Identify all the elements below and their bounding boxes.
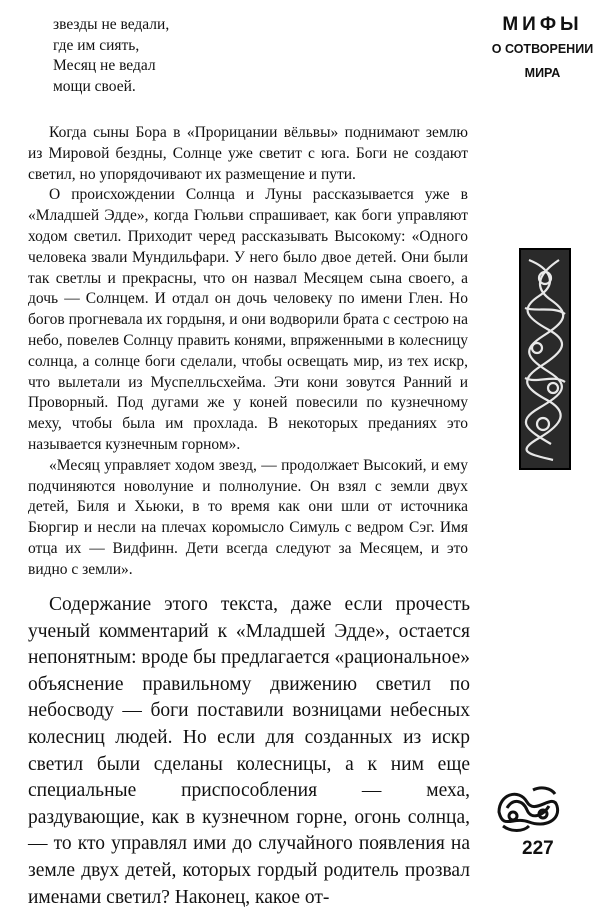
poem-line: где им сиять, <box>53 36 140 54</box>
paragraph: Когда сыны Бора в «Прорицании вёльвы» поднимают землю из Мировой бездны, Солнце уже светит с юга. Боги не создают светил, но упорядочивают их размещение и пути. <box>28 124 468 183</box>
main-text <box>28 592 470 911</box>
paragraph: «Месяц управляет ходом звезд, — продолжает Высокий, и ему подчиняются новолуние и полнолуние. Он взял с земли двух детей, Биля и Хьюки, в то время как они шли от источника Бюргир и несли на плечах коромысло Симуль с ведром Сэг. Имя отца их — Видфинн. Дети всегда следуют за Месяцем, и это видно с земли». <box>28 456 468 578</box>
poem-line: Месяц не ведал <box>53 57 156 75</box>
poem-line: звезды не ведали, <box>53 16 170 33</box>
poem-line: мощи своей. <box>53 77 136 95</box>
runestone-illustration <box>519 248 571 475</box>
section-title <box>490 12 595 82</box>
section-title-line-3: МИРА <box>524 66 561 80</box>
section-title-line-1: МИФЫ <box>502 14 583 35</box>
poem-excerpt <box>53 15 169 97</box>
paragraph: Содержание этого текста, даже если прочесть ученый комментарий к «Младшей Эдде», остается непонятным: вроде бы предлагается «рациональное» объяснение правильному движению светил по небосводу — боги поставили возницами небесных колесниц людей. Но если для созданных из искр светил были сделаны колесницы, а к ним еще специальные приспособления — меха, раздувающие, как в кузнечном горне, огонь солнца, — то кто управлял ими до случайного появления на земле двух детей, которых гордый родитель прозвал именами светил? Наконец, какое от- <box>28 594 470 908</box>
commentary-text <box>28 123 468 581</box>
page-number: 227 <box>522 838 554 859</box>
paragraph: О происхождении Солнца и Луны рассказывается уже в «Младшей Эдде», когда Гюльви спрашивает, как боги управляют ходом светил. Приходит черед рассказывать Высокому: «Одного человека звали Мундильфари. У него было двое детей. Они были так светлы и прекрасны, что он назвал Месяцем сына своего, а дочь — Солнцем. И отдал он дочь человеку по имени Глен. Но богов прогневала их гордыня, и они водворили брата с сестрою на небо, повелев Солнцу править конями, впряженными в колесницу солнца, а солнце боги сделали, чтобы освещать мир, из тех искр, что вылетали из Муспелльсхейма. Эти кони зовутся Ранний и Проворный. Под дугами же у коней повесили по кузнечному меху, чтобы была им прохлада. В некоторых преданиях это называется кузнечным горном». <box>28 186 468 453</box>
decorative-ornament <box>493 782 563 841</box>
section-title-line-2: О СОТВОРЕНИИ <box>491 42 594 56</box>
